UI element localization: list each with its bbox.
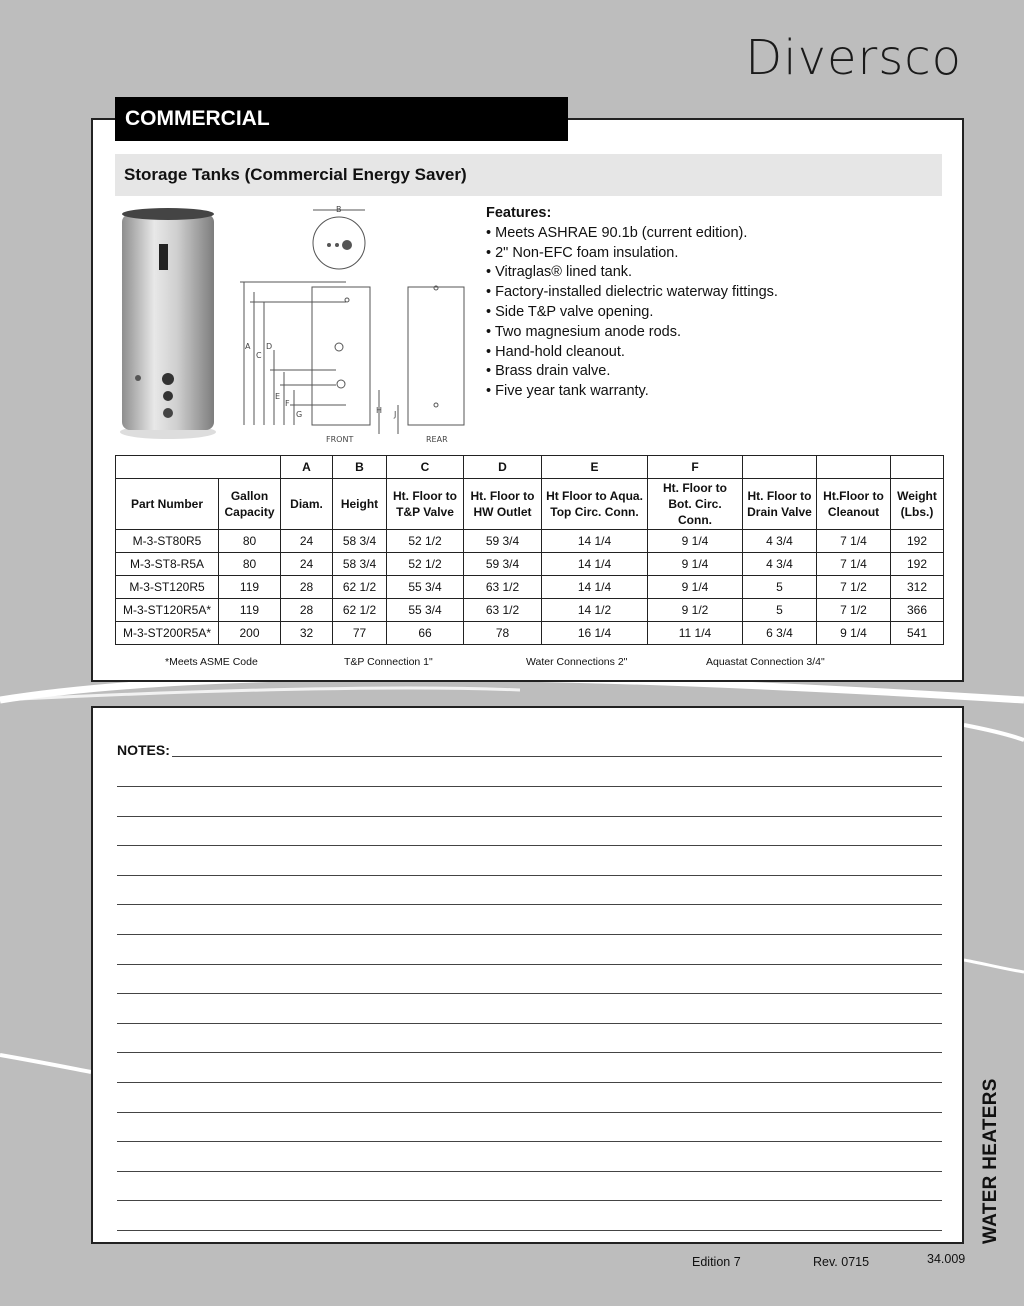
- table-cell: 5: [743, 576, 817, 599]
- letter-cell-blank: [116, 456, 281, 479]
- table-cell: 58 3/4: [333, 553, 387, 576]
- table-row: [116, 530, 944, 553]
- footnote-tp-connection: T&P Connection 1": [344, 656, 433, 668]
- table-cell: 7 1/2: [817, 599, 891, 622]
- table-cell: 5: [743, 599, 817, 622]
- table-cell: 66: [387, 622, 464, 645]
- letter-cell: E: [542, 456, 648, 479]
- table-cell: 58 3/4: [333, 530, 387, 553]
- table-cell: 7 1/4: [817, 553, 891, 576]
- table-cell: 78: [464, 622, 542, 645]
- table-cell: 14 1/4: [542, 576, 648, 599]
- table-cell: 14 1/4: [542, 530, 648, 553]
- table-row: [116, 599, 944, 622]
- feature-item: • Two magnesium anode rods.: [486, 323, 926, 343]
- table-cell: 200: [219, 622, 281, 645]
- table-cell: 11 1/4: [648, 622, 743, 645]
- column-header: Ht. Floor to T&P Valve: [387, 479, 464, 530]
- letter-cell: [891, 456, 944, 479]
- edition-label: Edition 7: [692, 1255, 741, 1269]
- table-cell: 119: [219, 576, 281, 599]
- table-row: [116, 622, 944, 645]
- brand-logo: Diversco: [745, 30, 962, 86]
- table-cell: 52 1/2: [387, 530, 464, 553]
- table-cell: 80: [219, 553, 281, 576]
- diagram-label-b: B: [336, 205, 342, 214]
- table-cell: 32: [281, 622, 333, 645]
- diagram-label-h: H: [376, 406, 383, 415]
- note-line: [117, 875, 942, 876]
- column-header: Diam.: [281, 479, 333, 530]
- feature-item: • Hand-hold cleanout.: [486, 343, 926, 363]
- table-cell: 7 1/4: [817, 530, 891, 553]
- diagram-label-d: D: [266, 342, 273, 351]
- column-header: Ht.Floor to Cleanout: [817, 479, 891, 530]
- footnote-asme: *Meets ASME Code: [165, 656, 258, 668]
- diagram-label-c: C: [256, 351, 262, 360]
- table-cell: 312: [891, 576, 944, 599]
- letter-cell: F: [648, 456, 743, 479]
- diagram-label-j: J: [394, 410, 397, 419]
- table-cell: 59 3/4: [464, 553, 542, 576]
- table-cell: 24: [281, 553, 333, 576]
- note-line: [117, 1082, 942, 1083]
- note-line: [117, 1230, 942, 1231]
- side-section-label: WATER HEATERS: [980, 1078, 1001, 1244]
- column-header: Weight (Lbs.): [891, 479, 944, 530]
- table-cell: 9 1/4: [648, 530, 743, 553]
- note-line: [117, 1052, 942, 1053]
- table-cell: 541: [891, 622, 944, 645]
- note-line: [117, 1200, 942, 1201]
- features-list: [486, 204, 926, 402]
- column-header: Ht. Floor to Drain Valve: [743, 479, 817, 530]
- table-cell: 9 1/2: [648, 599, 743, 622]
- table-cell: 366: [891, 599, 944, 622]
- specs-table: [115, 455, 944, 645]
- table-cell: M-3-ST120R5: [116, 576, 219, 599]
- table-cell: 14 1/2: [542, 599, 648, 622]
- table-cell: M-3-ST200R5A*: [116, 622, 219, 645]
- table-row: [116, 553, 944, 576]
- note-line: [117, 786, 942, 787]
- table-cell: M-3-ST8-R5A: [116, 553, 219, 576]
- notes-label: NOTES:: [117, 742, 170, 758]
- page-number: 34.009: [927, 1252, 966, 1266]
- note-line: [117, 964, 942, 965]
- note-line: [117, 1023, 942, 1024]
- features-title: Features:: [486, 205, 552, 221]
- table-cell: 28: [281, 599, 333, 622]
- header-row: [116, 479, 944, 530]
- note-line: [117, 845, 942, 846]
- table-cell: 7 1/2: [817, 576, 891, 599]
- table-cell: 4 3/4: [743, 553, 817, 576]
- table-cell: 192: [891, 553, 944, 576]
- letter-cell: [817, 456, 891, 479]
- diagram-label-g: G: [296, 410, 303, 419]
- table-cell: 55 3/4: [387, 599, 464, 622]
- table-row: [116, 576, 944, 599]
- feature-item: • Meets ASHRAE 90.1b (current edition).: [486, 224, 926, 244]
- note-line: [117, 1141, 942, 1142]
- diagram-rear-label: REAR: [426, 435, 448, 444]
- note-line: [117, 934, 942, 935]
- table-cell: 6 3/4: [743, 622, 817, 645]
- feature-item: • Factory-installed dielectric waterway fittings.: [486, 283, 926, 303]
- table-cell: 28: [281, 576, 333, 599]
- feature-item: • Side T&P valve opening.: [486, 303, 926, 323]
- revision-label: Rev. 0715: [813, 1255, 870, 1269]
- table-cell: 80: [219, 530, 281, 553]
- table-cell: 62 1/2: [333, 576, 387, 599]
- table-cell: 77: [333, 622, 387, 645]
- feature-item: • 2" Non-EFC foam insulation.: [486, 244, 926, 264]
- footnote-aquastat-connection: Aquastat Connection 3/4": [706, 656, 825, 668]
- tank-photo: [118, 204, 218, 440]
- table-cell: 4 3/4: [743, 530, 817, 553]
- table-cell: 9 1/4: [648, 553, 743, 576]
- feature-item: • Five year tank warranty.: [486, 382, 926, 402]
- table-cell: 55 3/4: [387, 576, 464, 599]
- letter-cell: [743, 456, 817, 479]
- footnote-water-connections: Water Connections 2": [526, 656, 628, 668]
- table-cell: 9 1/4: [648, 576, 743, 599]
- dimension-letter-row: [116, 456, 944, 479]
- column-header: Ht. Floor to Bot. Circ. Conn.: [648, 479, 743, 530]
- column-header: Ht. Floor to HW Outlet: [464, 479, 542, 530]
- section-tab: COMMERCIAL: [115, 97, 568, 141]
- diagram-front-label: FRONT: [326, 435, 354, 444]
- table-cell: 59 3/4: [464, 530, 542, 553]
- table-cell: 9 1/4: [817, 622, 891, 645]
- table-cell: 63 1/2: [464, 576, 542, 599]
- section-title: Storage Tanks (Commercial Energy Saver): [115, 154, 942, 196]
- letter-cell: A: [281, 456, 333, 479]
- letter-cell: C: [387, 456, 464, 479]
- table-cell: M-3-ST120R5A*: [116, 599, 219, 622]
- note-line: [117, 1171, 942, 1172]
- table-cell: 16 1/4: [542, 622, 648, 645]
- diagram-label-f: F: [285, 399, 290, 408]
- column-header: Part Number: [116, 479, 219, 530]
- column-header: Height: [333, 479, 387, 530]
- column-header: Gallon Capacity: [219, 479, 281, 530]
- diagram-label-e: E: [275, 392, 281, 401]
- table-cell: 192: [891, 530, 944, 553]
- note-line: [172, 756, 942, 757]
- letter-cell: B: [333, 456, 387, 479]
- table-cell: 119: [219, 599, 281, 622]
- table-cell: 63 1/2: [464, 599, 542, 622]
- feature-item: • Brass drain valve.: [486, 362, 926, 382]
- diagram-label-a: A: [245, 342, 251, 351]
- dimension-diagram: [236, 202, 478, 448]
- note-line: [117, 904, 942, 905]
- table-cell: M-3-ST80R5: [116, 530, 219, 553]
- table-cell: 52 1/2: [387, 553, 464, 576]
- table-cell: 14 1/4: [542, 553, 648, 576]
- note-line: [117, 816, 942, 817]
- table-cell: 62 1/2: [333, 599, 387, 622]
- feature-item: • Vitraglas® lined tank.: [486, 263, 926, 283]
- note-line: [117, 993, 942, 994]
- letter-cell: D: [464, 456, 542, 479]
- table-cell: 24: [281, 530, 333, 553]
- note-line: [117, 1112, 942, 1113]
- column-header: Ht Floor to Aqua. Top Circ. Conn.: [542, 479, 648, 530]
